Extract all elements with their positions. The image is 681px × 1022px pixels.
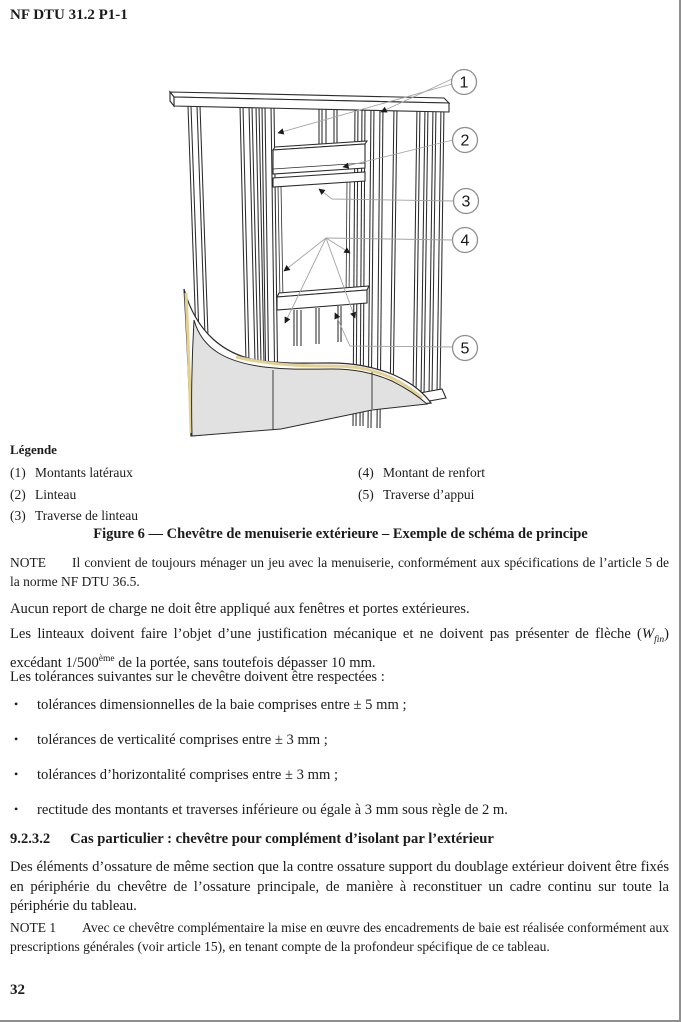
legend-row (10, 487, 668, 509)
sill-beam (277, 286, 369, 310)
legend-row (10, 465, 668, 487)
superscript-eme: ème (98, 654, 115, 665)
page-number: 32 (10, 982, 25, 998)
figure-drawing (0, 0, 681, 452)
legend-num: (1) (10, 465, 26, 480)
note-label: NOTE (10, 555, 46, 570)
bullet-text: tolérances de verticalité comprises entre ± 3 mm ; (37, 732, 328, 748)
doc-reference: NF DTU 31.2 P1-1 (10, 7, 128, 23)
bullet-text: tolérances d’horizontalité comprises entre ± 3 mm ; (37, 767, 339, 783)
legend-label: Traverse de linteau (35, 508, 138, 523)
svg-text:1: 1 (459, 74, 469, 92)
top-plate (170, 92, 449, 112)
paragraph-text: ) excédant 1/500 (10, 626, 669, 672)
bullet-icon: • (14, 767, 19, 781)
bullet-icon: • (14, 697, 19, 711)
legend-item-3 (10, 508, 138, 524)
legend-num: (3) (10, 508, 26, 523)
callout-2 (453, 128, 478, 153)
note-paragraph (10, 554, 669, 591)
bullet-icon: • (14, 732, 19, 746)
legend-num: (5) (358, 486, 374, 502)
note1-text: Avec ce chevêtre complémentaire la mise en œuvre des encadrements de baie est réalisée conformément aux prescriptions générales (voir article 15), en tenant compte de la profondeur spécifique de ce tableau. (10, 920, 669, 954)
legend-num: (2) (10, 486, 26, 502)
paragraph-section: Des éléments d’ossature de même section que la contre ossature support du doublage extérieur doivent être fixés en périphérie du chevêtre de l’ossature principale, de manière à reconstituer un cadre continu sur toute la périphérie du tableau. (10, 859, 669, 914)
paragraph-text: de la portée, sans toutefois dépasser 10 mm. (114, 655, 376, 672)
bullet-item (14, 767, 666, 784)
legend-label: Montants latéraux (35, 465, 133, 480)
paragraph-text: Les linteaux doivent faire l’objet d’une justification mécanique et ne doivent pas présenter de flèche ( (10, 626, 642, 642)
bullet-text: tolérances dimensionnelles de la baie comprises entre ± 5 mm ; (37, 697, 407, 713)
below-sill-studs (294, 306, 341, 346)
callout-5 (453, 336, 478, 361)
bullet-item (14, 802, 666, 819)
legend-item-2 (10, 487, 76, 503)
section-title: Cas particulier : chevêtre pour complément d’isolant par l’extérieur (70, 831, 494, 847)
legend-label: Montant de renfort (383, 465, 485, 480)
legend-num: (4) (358, 465, 374, 480)
note-text: Il convient de toujours ménager un jeu avec la menuiserie, conformément aux spécifications de l’article 5 de la norme NF DTU 36.5. (10, 555, 669, 589)
lintel-rail (273, 172, 365, 187)
note1-label: NOTE 1 (10, 920, 57, 935)
legend-item-1 (10, 465, 133, 481)
figure-caption: Figure 6 — Chevêtre de menuiserie extérieure – Exemple de schéma de principe (93, 526, 588, 542)
callout-3 (454, 189, 479, 214)
w-subscript: fin (654, 634, 665, 645)
callout-4 (453, 228, 478, 253)
paragraph-linteaux (10, 625, 669, 674)
svg-text:5: 5 (460, 340, 470, 358)
legend-item-4 (358, 465, 485, 481)
callout-1 (452, 70, 477, 95)
w-symbol: W (641, 626, 655, 642)
figure-legend (10, 442, 668, 530)
paragraph-charge: Aucun report de charge ne doit être appliqué aux fenêtres et portes extérieures. (10, 601, 470, 617)
legend-label: Traverse d’appui (383, 486, 475, 502)
bullet-icon: • (14, 802, 19, 816)
note1-paragraph (10, 919, 669, 956)
svg-text:3: 3 (461, 193, 471, 211)
svg-text:2: 2 (460, 132, 470, 150)
svg-text:4: 4 (460, 232, 470, 250)
bullet-item (14, 732, 666, 749)
lintel-beam (273, 141, 367, 174)
section-number: 9.2.3.2 (10, 831, 51, 847)
legend-label: Linteau (35, 486, 77, 502)
legend-title: Légende (10, 442, 57, 457)
bullet-text: rectitude des montants et traverses inférieure ou égale à 3 mm sous règle de 2 m. (37, 802, 508, 818)
section-heading (10, 831, 494, 848)
bullet-item (14, 697, 666, 714)
paragraph-tolerances-intro: Les tolérances suivantes sur le chevêtre doivent être respectées : (10, 669, 385, 685)
legend-item-5 (358, 487, 474, 503)
